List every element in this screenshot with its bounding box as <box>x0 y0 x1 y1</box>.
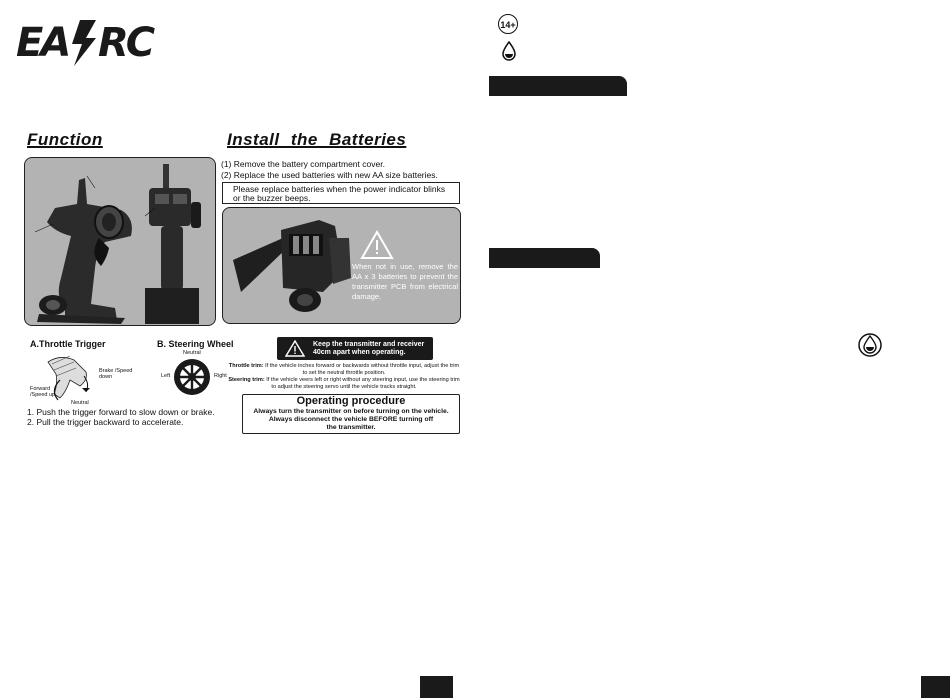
distance-warning-text: Keep the transmitter and receiver 40cm apart when operating. <box>313 341 425 356</box>
transmitter-photo <box>24 157 216 326</box>
water-drop-icon <box>858 332 882 363</box>
install-step-2: (2) Replace the used batteries with new AA size batteries. <box>221 170 438 180</box>
steering-wheel-icon <box>172 357 212 402</box>
section-header-bar-1 <box>489 76 627 96</box>
function-heading: Function <box>27 130 103 149</box>
steering-left-label: Left <box>161 373 171 379</box>
lightning-bolt-icon <box>72 20 96 66</box>
steering-right-label: Right <box>214 373 227 379</box>
install-batteries-heading: Install the Batteries <box>227 130 407 149</box>
throttle-forward-label: Forward /Speed up <box>30 386 56 398</box>
throttle-instructions <box>27 407 215 427</box>
throttle-brake-label: Brake /Speed down <box>99 368 133 380</box>
steering-trim-text: If the vehicle veers left or right without any steering input, use the steering trim to adjust the steering servo until the vehicle tracks straight. <box>266 377 460 390</box>
battery-notice-box <box>222 182 460 204</box>
age-14-icon: 14+ <box>498 14 518 34</box>
throttle-trim-label: Throttle trim: <box>228 363 264 369</box>
page-number-tab-left <box>420 676 453 698</box>
steering-wheel-title: B. Steering Wheel <box>157 339 234 349</box>
instruction-line: 2. Pull the trigger backward to accelerate. <box>27 417 184 427</box>
warning-triangle-icon <box>360 230 394 265</box>
throttle-neutral-label: Neutral <box>71 400 89 406</box>
page-number-tab-right <box>921 676 950 698</box>
operating-line-3: the transmitter. <box>326 424 376 431</box>
trim-description <box>228 363 460 391</box>
brand-logo <box>16 16 172 68</box>
operating-line-2: Always disconnect the vehicle BEFORE turning off <box>268 416 434 423</box>
operating-procedure-box <box>242 394 460 434</box>
svg-text:RC: RC <box>98 20 153 66</box>
battery-warning-text: When not in use, remove the AA x 3 batteries to prevent the transmitter PCB from electrical damage. <box>352 262 458 301</box>
throttle-trim-text: If the vehicle inches forward or backwards without throttle input, adjust the trim to set the neutral throttle position. <box>265 363 460 376</box>
battery-notice-text: Please replace batteries when the power indicator blinks or the buzzer beeps. <box>233 184 446 203</box>
operating-line-1: Always turn the transmitter on before turning on the vehicle. <box>253 408 449 415</box>
steering-trim-label: Steering trim: <box>228 377 265 383</box>
instruction-line: 1. Push the trigger forward to slow down or brake. <box>27 407 215 417</box>
water-drop-icon <box>501 41 517 66</box>
install-step-1: (1) Remove the battery compartment cover. <box>221 159 385 169</box>
section-header-bar-2 <box>489 248 600 268</box>
operating-procedure-title: Operating procedure <box>296 395 406 407</box>
logo-graphic <box>16 16 172 68</box>
svg-text:EA: EA <box>16 20 69 66</box>
distance-warning-banner <box>277 337 433 360</box>
steering-neutral-label: Neutral <box>183 350 201 356</box>
throttle-trigger-title: A.Throttle Trigger <box>30 339 106 349</box>
warning-triangle-icon <box>285 340 305 357</box>
